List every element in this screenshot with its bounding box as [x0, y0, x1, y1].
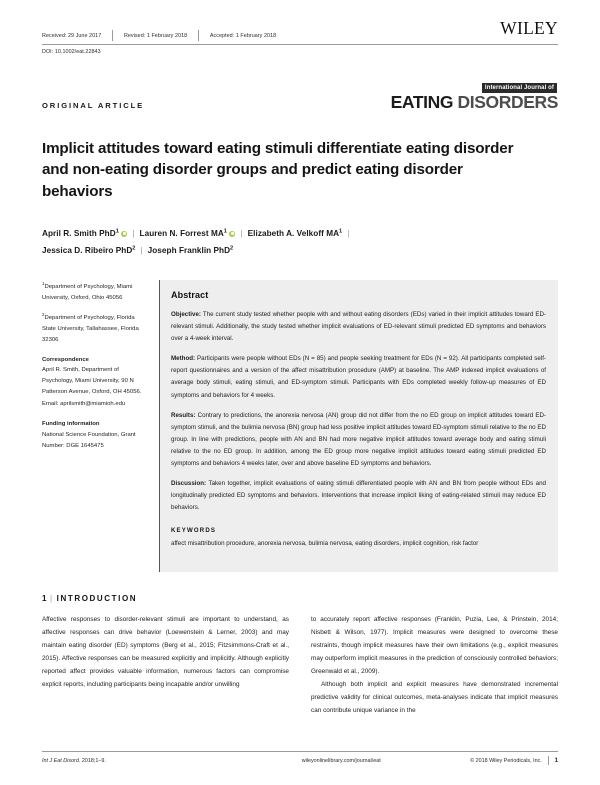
- journal-logo-title: [391, 94, 558, 112]
- footer-url[interactable]: wileyonlinelibrary.com/journal/eat: [301, 757, 381, 764]
- correspondence-heading: Correspondence: [42, 356, 89, 363]
- abstract-objective: [171, 309, 546, 345]
- author-2-affil-marker: 1: [223, 228, 227, 235]
- abstract-results: [171, 410, 546, 470]
- article-type-and-journal-logo: [42, 77, 558, 112]
- abstract-discussion-label: Discussion:: [171, 480, 207, 488]
- footer-journal-abbrev: Int J Eat Disord.: [42, 757, 81, 764]
- author-2[interactable]: [140, 229, 236, 238]
- paragraph: Affective responses to disorder-relevant stimuli are important to understand, as affective responses can drive behavior (Loewenstein & Lerner, 2003) and may maintain eating disorder (ED) symptoms (Berg et al., 2015; Fitzsimmons-Craft et al., 2015). Affective responses can be measured explicitly and implicitly. Although explicitly reported affect provides valuable information, numerous factors can compromise explicit reports, including participants being incapable and/or unwilling: [42, 615, 289, 688]
- history-divider: [112, 30, 113, 41]
- author-1-affil-marker: 1: [115, 228, 119, 235]
- abstract-results-label: Results:: [171, 411, 196, 419]
- affiliation-1: [42, 280, 149, 304]
- journal-logo-word-disorders: DISORDERS: [457, 92, 558, 113]
- introduction-left-column: [42, 614, 289, 718]
- author-5-affil-marker: 2: [230, 245, 234, 252]
- affiliation-1-marker: 1: [42, 280, 45, 286]
- affiliation-2-marker: 2: [42, 311, 45, 317]
- abstract-method-label: Method:: [171, 355, 196, 363]
- article-history-bar: [42, 0, 558, 45]
- author-3-name: Elizabeth A. Velkoff MA: [247, 229, 340, 239]
- page-footer: [42, 751, 558, 765]
- author-list: [42, 226, 558, 260]
- abstract-box: [159, 280, 558, 572]
- abstract-method: [171, 353, 546, 401]
- author-4-affil-marker: 2: [132, 245, 136, 252]
- abstract-discussion-text: Taken together, implicit evaluations of eating stimuli differentiated people with AN and BN from people without EDs and longitudinally predicted ED symptoms and behaviors. Interventions that increase implicit liking of eating-related stimuli may reduce ED behaviors.: [171, 480, 546, 512]
- author-1-name: April R. Smith PhD: [42, 229, 116, 239]
- paragraph: Although both implicit and explicit measures have demonstrated incremental predictive validity for clinical outcomes, meta-analyses indicate that implicit measures can contribute unique variance in the: [311, 680, 558, 714]
- doi-line[interactable]: DOI: 10.1002/eat.22843: [42, 49, 101, 55]
- affiliation-2: [42, 311, 149, 346]
- received-date: Received: 29 June 2017: [42, 32, 102, 39]
- correspondence-email[interactable]: Email: aprilsmith@miamioh.edu: [42, 401, 126, 408]
- journal-logo: [391, 77, 558, 112]
- metadata-column: [42, 280, 159, 453]
- abstract-results-text: Contrary to predictions, the anorexia nervosa (AN) group did not differ from the no ED group on implicit attitudes toward ED-symptom stimuli, and the bulimia nervosa (BN) group had less positive implicit attitudes toward ED-symptom stimuli relative to the no ED group. In line with predictions, people with AN and BN had more negative implicit attitudes toward average body and eating stimuli relative to the no ED group. In addition, among the ED group more negative implicit attitudes toward eating stimuli predicted ED symptoms and behaviors 4 weeks later, over and above baseline ED symptoms and behaviors.: [171, 411, 546, 467]
- introduction-body: [42, 614, 558, 718]
- article-history-items: [42, 30, 500, 41]
- author-separator: |: [132, 229, 135, 239]
- affiliation-1-text: Department of Psychology, Miami University, Oxford, Ohio 45056: [42, 283, 133, 301]
- author-separator: |: [140, 246, 143, 256]
- footer-journal-pages: 2018;1–9.: [80, 757, 106, 764]
- author-4[interactable]: [42, 246, 135, 255]
- affiliation-2-text: Department of Psychology, Florida State University, Tallahassee, Florida 32306: [42, 314, 139, 343]
- footer-right-group: [470, 756, 558, 765]
- footer-journal-reference: [42, 758, 212, 764]
- author-separator: |: [240, 229, 243, 239]
- meta-abstract-columns: [42, 280, 558, 572]
- journal-logo-word-eating: EATING: [390, 92, 454, 113]
- footer-copyright: © 2018 Wiley Periodicals, Inc.: [470, 757, 542, 764]
- accepted-date: Accepted: 1 February 2018: [209, 32, 277, 39]
- author-separator: |: [347, 229, 350, 239]
- section-number: 1: [42, 593, 47, 603]
- author-3-affil-marker: 1: [339, 228, 343, 235]
- abstract-discussion: [171, 478, 546, 514]
- funding-heading: Funding information: [42, 421, 100, 428]
- section-separator: |: [49, 593, 54, 603]
- introduction-right-column: [311, 614, 558, 718]
- author-5-name: Joseph Franklin PhD: [147, 246, 231, 256]
- article-type-label: ORIGINAL ARTICLE: [42, 100, 145, 110]
- author-3[interactable]: [248, 229, 343, 238]
- history-divider: [198, 30, 199, 41]
- author-2-name: Lauren N. Forrest MA: [139, 229, 224, 239]
- page-title: Implicit attitudes toward eating stimuli differentiate eating disorder and non-eating disorder groups and predict eating disorder behaviors: [42, 139, 514, 200]
- funding-text: National Science Foundation, Grant Number: DGE 1645475: [42, 432, 136, 449]
- keywords-heading: KEYWORDS: [171, 527, 217, 535]
- author-4-name: Jessica D. Ribeiro PhD: [42, 246, 133, 256]
- journal-logo-kicker: International Journal of: [482, 83, 557, 92]
- paragraph: to accurately report affective responses (Franklin, Puzia, Lee, & Prinstein, 2014; Nisbett & Wilson, 1977). Implicit measures were designed to overcome these restraints, though implicit measures have their own limitations (e.g., explicit measures may outperform implicit measures in the prediction of consciously controlled behaviors; Greenwald et al., 2009).: [311, 615, 558, 675]
- abstract-column: [159, 280, 558, 572]
- abstract-objective-label: Objective:: [171, 310, 201, 318]
- footer-divider: [548, 756, 549, 765]
- author-5[interactable]: [148, 246, 234, 255]
- author-1[interactable]: [42, 229, 127, 238]
- footer-page-number: 1: [554, 757, 558, 764]
- revised-date: Revised: 1 February 2018: [123, 32, 188, 39]
- section-title: INTRODUCTION: [56, 593, 138, 603]
- abstract-heading: Abstract: [171, 289, 209, 300]
- correspondence-address: April R. Smith, Department of Psychology, Miami University, 90 N Patterson Avenue, Oxford, OH 45056.: [42, 367, 142, 396]
- abstract-objective-text: The current study tested whether people with and without eating disorders (EDs) varied in their implicit attitudes toward ED-relevant stimuli. Additionally, the study tested whether implicit evaluations of ED-relevant stimuli predicted ED symptoms and behaviors over a 4-week interval.: [171, 310, 546, 343]
- abstract-method-text: Participants were people without EDs (N = 85) and people seeking treatment for EDs (N = 92). All participants completed self-report questionnaires and a version of the affect misattribution procedure (AMP) at baseline. The AMP indexed implicit evaluations of average body stimuli, eating stimuli, and ED-symptom stimuli. Participants with EDs completed weekly follow-up measures of ED symptoms and behaviors for 4 weeks.: [171, 355, 546, 399]
- wiley-publisher-logo: WILEY: [500, 18, 558, 38]
- keywords-text: affect misattribution procedure, anorexia nervosa, bulimia nervosa, eating disorders, implicit cognition, risk factor: [171, 539, 479, 547]
- section-heading-introduction: [42, 594, 558, 603]
